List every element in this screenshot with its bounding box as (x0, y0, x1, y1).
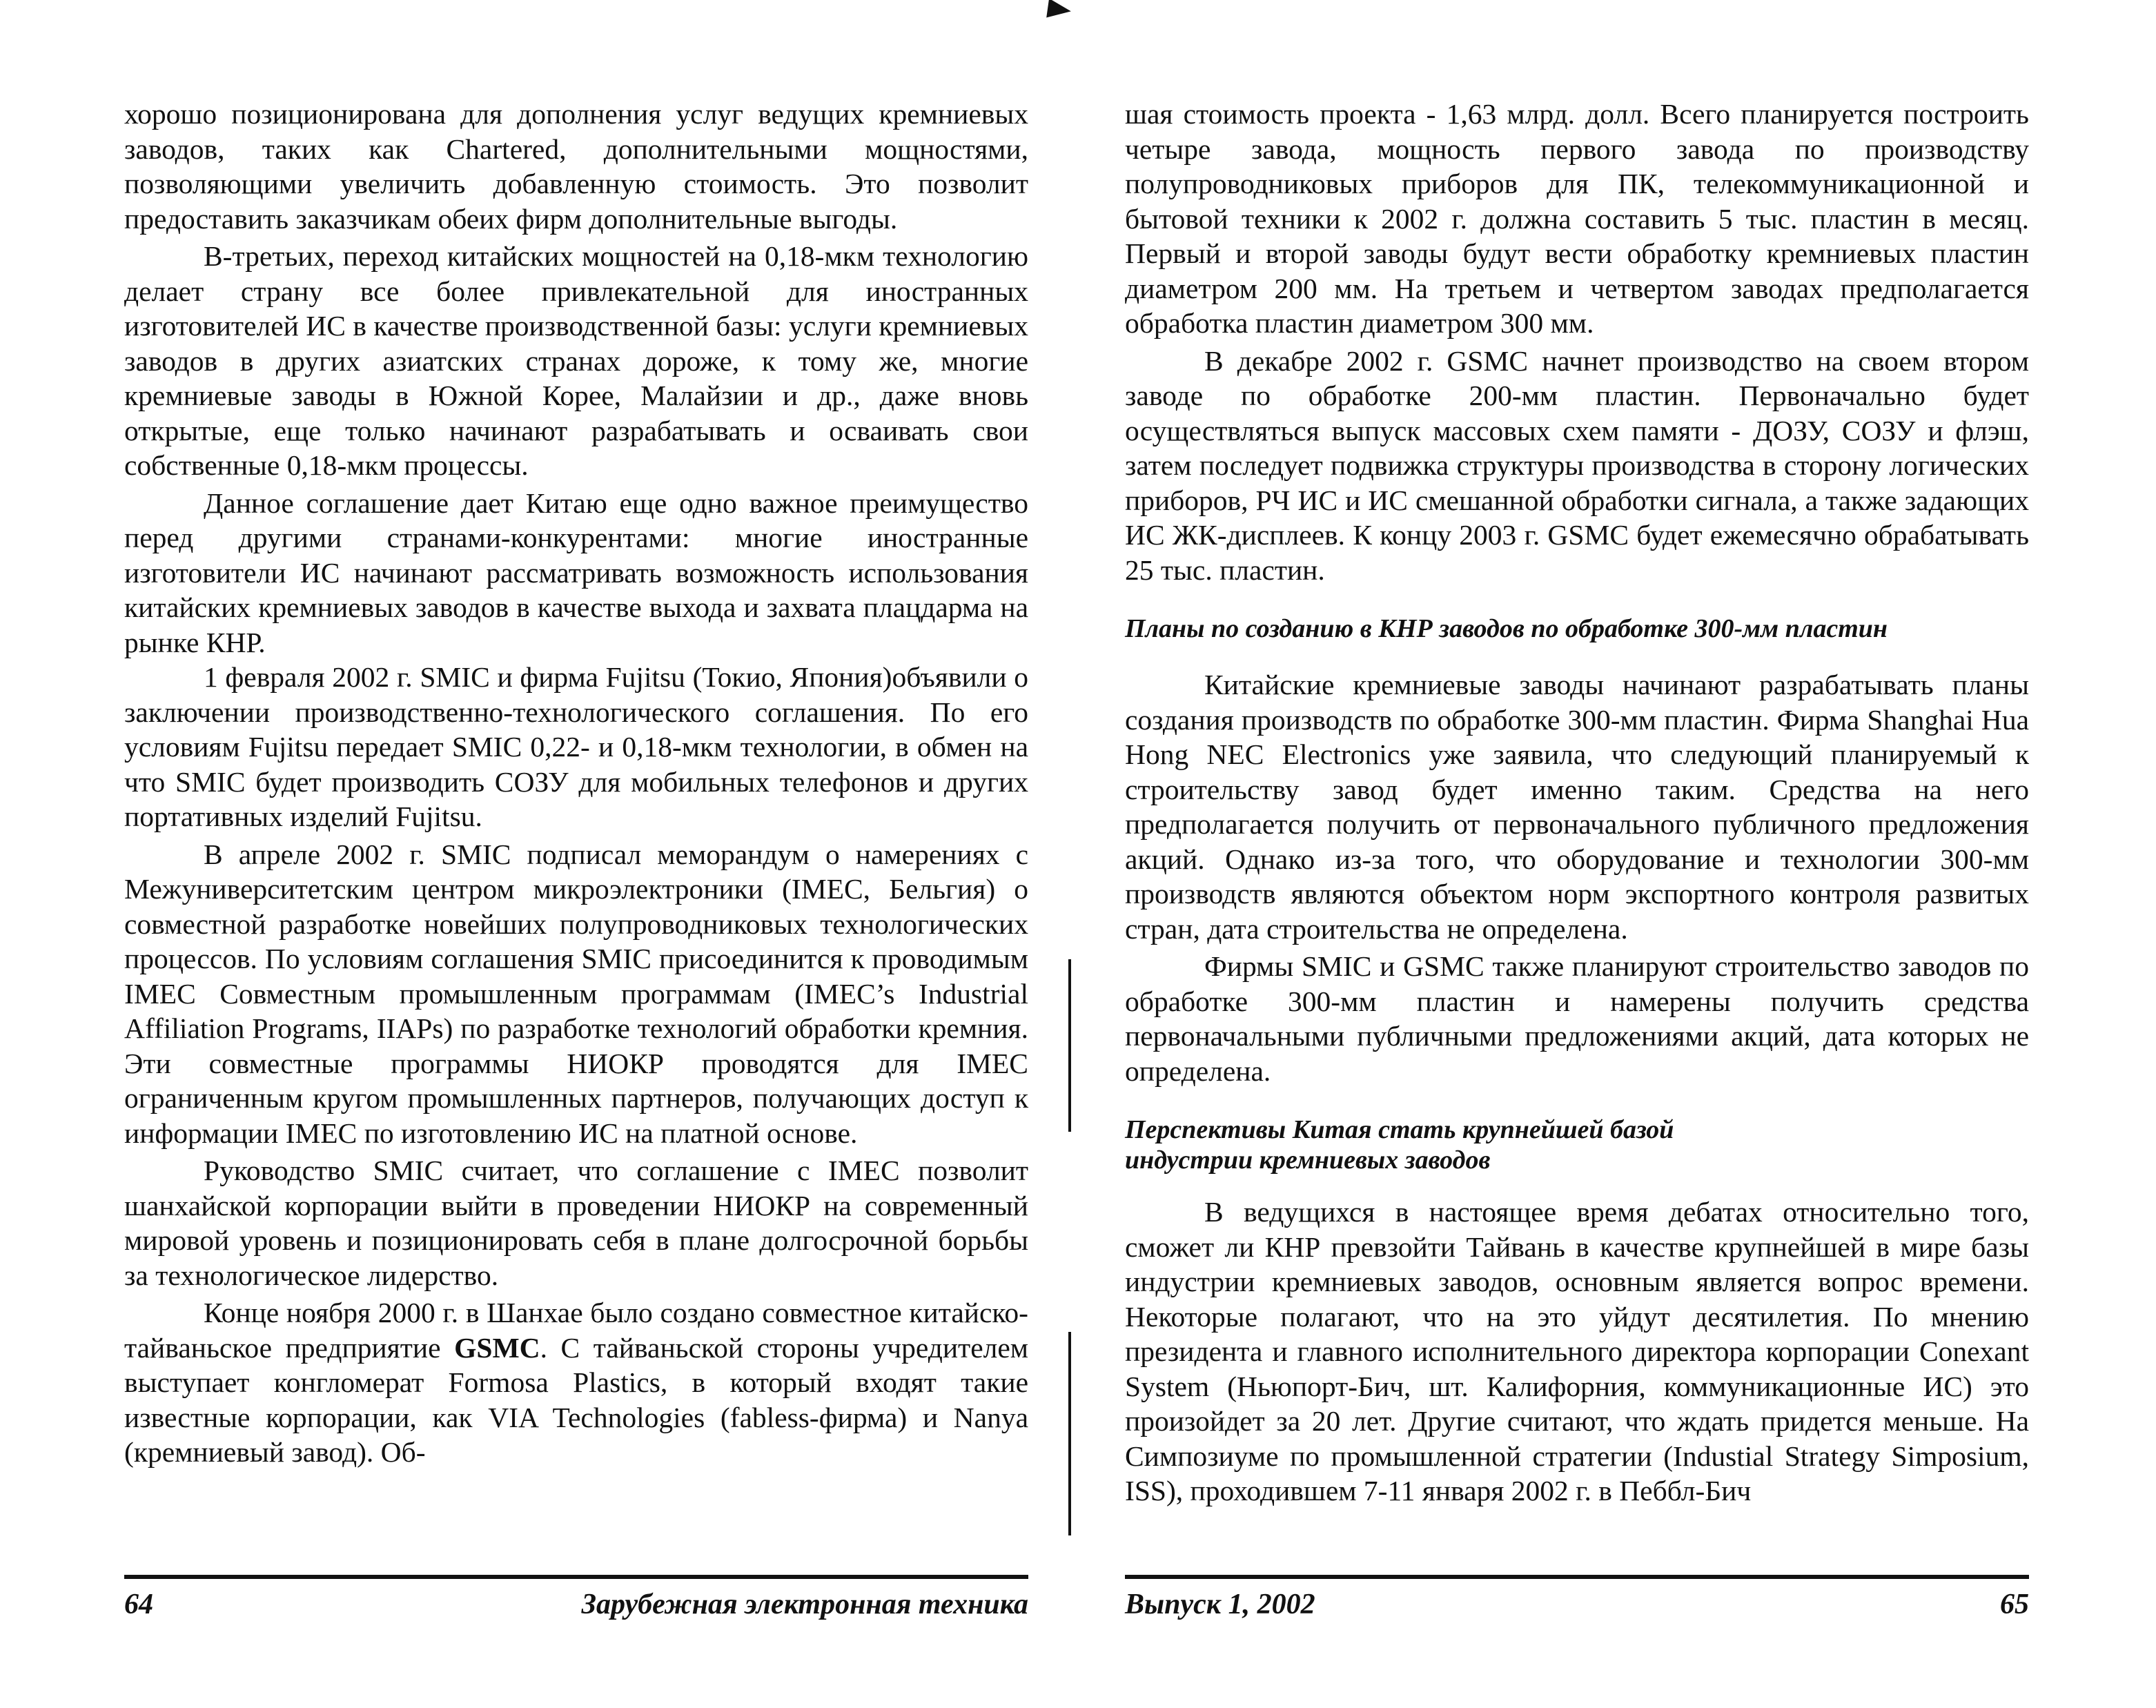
gsmc-company-name: GSMC (454, 1331, 540, 1364)
scan-margin-line-2 (1068, 1332, 1071, 1535)
right-page-footer (1125, 1575, 2029, 1630)
left-paragraph-7-start: Конце ноября 2000 г. в Шанхае было создано совместное китайско-тайваньское предприятие (124, 1297, 1028, 1364)
left-paragraph-7-end: . С тайваньской стороны учредителем выступает конгломерат Formosa Plastics, в который входят такие известные корпорации, как VIA Technologies (fabless-фирма) и Nanya (кремниевый завод). Об- (124, 1331, 1028, 1468)
right-paragraph-5: В ведущихся в настоящее время дебатах относительно того, сможет ли КНР превзойти Тайвань в качестве крупнейшей в мире базы индустрии кремниевых заводов, основным является вопрос времени. Некоторые полагают, что на это уйдут десятилетия. По мнению президента и главного исполнительного директора корпорации Conexant System (Ньюпорт-Бич, шт. Калифорния, коммуникационные ИС) это произойдет за 20 лет. Другие считают, что ждать придется меньше. На Симпозиуме по промышленной стратегии (Industial Strategy Simposium, ISS), проходившем 7-11 января 2002 г. в Пеббл-Бич (1125, 1196, 2029, 1506)
right-paragraph-3: Китайские кремниевые заводы начинают разрабатывать планы создания производств по обработке 300-мм пластин. Фирма Shanghai Hua Hong NEC Electronics уже заявила, что следующий планируемый к строительству завод будет именно таким. Средства на него предполагается получить от первоначального публичного предложения акций. Однако из-за того, что оборудование и технологии 300-мм производств являются объектом норм экспортного контроля развитых стран, дата строительства не определена. (1125, 669, 2029, 945)
section-heading-china-prospects (1125, 1115, 2029, 1175)
left-paragraph-4: 1 февраля 2002 г. SMIC и фирма Fujitsu (Токио, Япония)объявили о заключении производственно-технологического соглашения. По его условиям Fujitsu передает SMIC 0,22- и 0,18-мкм технологии, в обмен на что SMIC будет производить СОЗУ для мобильных телефонов и других портативных изделий Fujitsu. (124, 661, 1028, 832)
right-page-text (1125, 97, 2029, 1509)
left-page-text (124, 97, 1028, 1470)
left-paragraph-6: Руководство SMIC считает, что соглашение с IMEC позволит шанхайской корпорации выйти в проведении НИОКР на современный мировой уровень и позиционировать себя в плане долгосрочной борьбы за технологическое лидерство. (124, 1155, 1028, 1291)
left-paragraph-2: В-третьих, переход китайских мощностей на 0,18-мкм технологию делает страну все более привлекательной для иностранных изготовителей ИС в качестве производственной базы: услуги кремниевых заводов в других азиатских странах дороже, к тому же, многие кремниевые заводы в Южной Корее, Малайзии и др., даже вновь открытые, еще только начинают разрабатывать и осваивать свои собственные 0,18-мкм процессы. (124, 240, 1028, 481)
right-paragraph-1: шая стоимость проекта - 1,63 млрд. долл. Всего планируется построить четыре завода, мощность первого завода по производству полупроводниковых приборов для ПК, телекоммуникационной и бытовой техники к 2002 г. должна составить 5 тыс. пластин в месяц. Первый и второй заводы будут вести обработку кремниевых пластин диаметром 200 мм. На третьем и четвертом заводах предполагается обработка пластин диаметром 300 мм. (1125, 98, 2029, 339)
issue-label: Выпуск 1, 2002 (1125, 1589, 1315, 1620)
left-paragraph-5: В апреле 2002 г. SMIC подписал меморандум о намерениях с Межуниверситетским центром микроэлектроники (IMEC, Бельгия) о совместной разработке новейших полупроводниковых технологических процессов. По условиям соглашения SMIC присоединится к проводимым IMEC Совместным промышленным программам (IMEC’s Industrial Affiliation Programs, IIAPs) по разработке технологий обработки кремния. Эти совместные программы НИОКР проводятся для IMEC ограниченным кругом промышленных партнеров, получающих доступ к информации IMEC по изготовлению ИС на платной основе. (124, 838, 1028, 1149)
right-page (1125, 97, 2029, 1656)
left-paragraph-7 (124, 1295, 1028, 1470)
left-footer-rule (124, 1575, 1028, 1579)
section-heading-line-2: индустрии кремниевых заводов (1125, 1146, 1491, 1175)
right-paragraph-2: В декабре 2002 г. GSMC начнет производство на своем втором заводе по обработке 200-мм пластин. Первоначально будет осуществляться выпуск массовых схем памяти - ДОЗУ, СОЗУ и флэш, затем последует подвижка структуры производства в сторону логических приборов, РЧ ИС и ИС смешанной обработки сигнала, а также задающих ИС ЖК-дисплеев. К концу 2003 г. GSMC будет ежемесячно обрабатывать 25 тыс. пластин. (1125, 344, 2029, 586)
left-page-number: 64 (124, 1589, 153, 1620)
right-paragraph-4: Фирмы SMIC и GSMC также планируют строительство заводов по обработке 300-мм пластин и намерены получить средства первоначальными публичными предложениями акций, дата которых не определена. (1125, 950, 2029, 1087)
left-page-footer (124, 1575, 1028, 1630)
right-footer-rule (1125, 1575, 2029, 1579)
scan-margin-line-1 (1068, 959, 1071, 1132)
left-paragraph-3: Данное соглашение дает Китаю еще одно важное преимущество перед другими странами-конкурентами: многие иностранные изготовители ИС начинают рассматривать возможность использования китайских кремниевых заводов в качестве выхода и захвата плацдарма на рынке КНР. (124, 487, 1028, 658)
right-page-number: 65 (2000, 1589, 2029, 1620)
section-heading-300mm-plans: Планы по созданию в КНР заводов по обработке 300-мм пластин (1125, 614, 1888, 643)
left-paragraph-1: хорошо позиционирована для дополнения услуг ведущих кремниевых заводов, таких как Chartered, дополнительными мощностями, позволяющими увеличить добавленную стоимость. Это позволит предоставить заказчикам обеих фирм дополнительные выгоды. (124, 98, 1028, 235)
section-heading-line-1: Перспективы Китая стать крупнейшей базой (1125, 1115, 1674, 1144)
scan-arrow-mark (1046, 0, 1072, 21)
left-page (124, 97, 1028, 1656)
journal-title: Зарубежная электронная техника (581, 1589, 1028, 1620)
